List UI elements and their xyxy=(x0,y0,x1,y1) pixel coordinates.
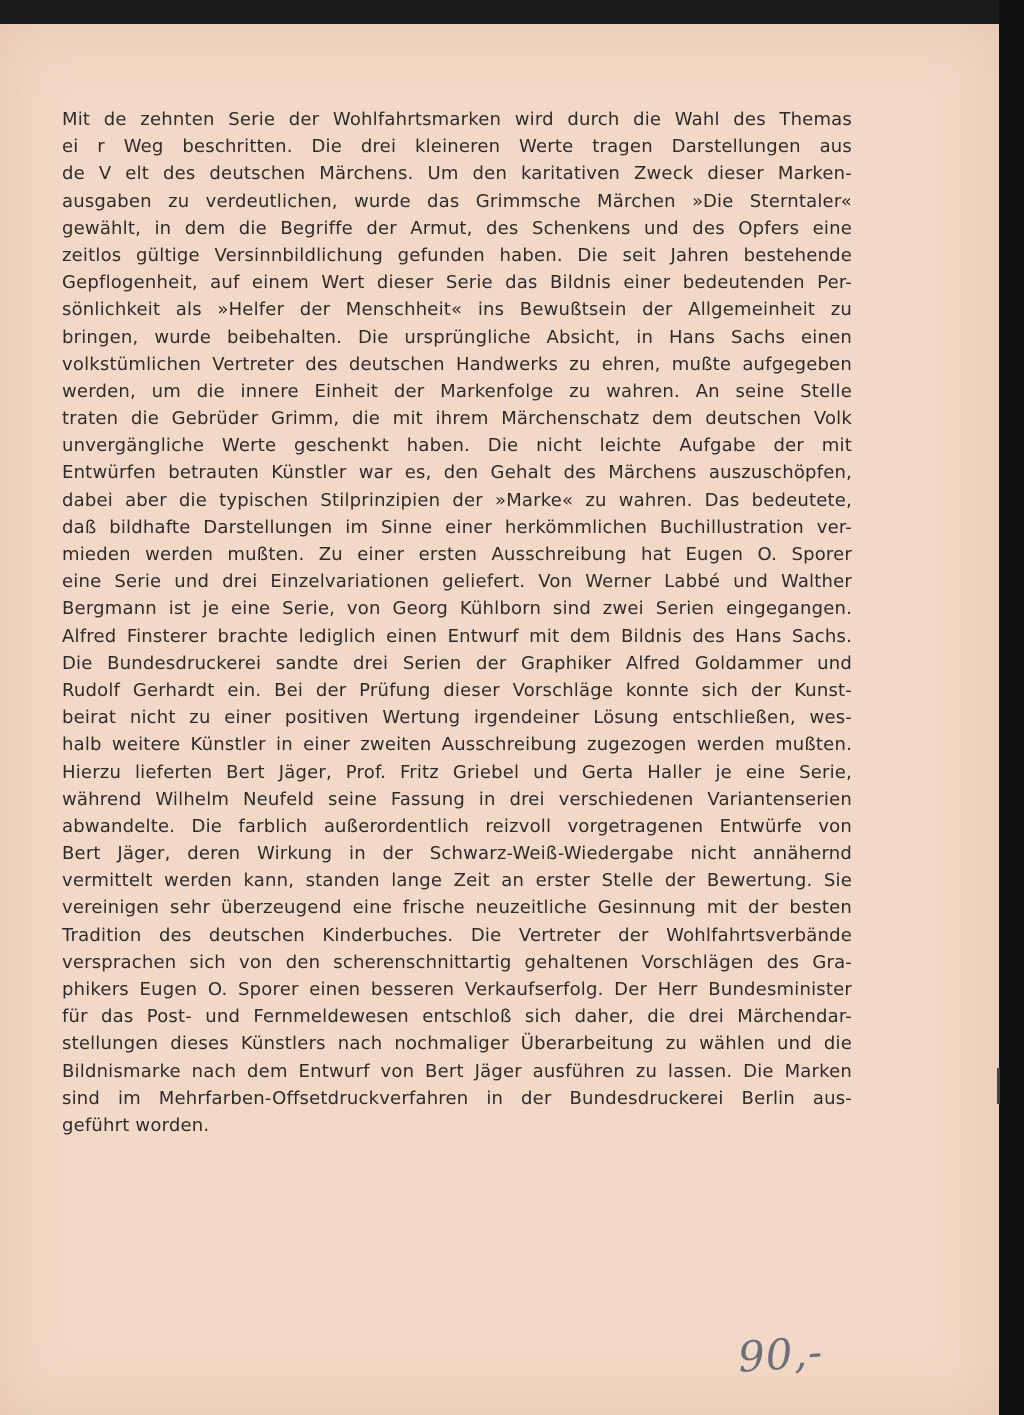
text-line: mieden werden mußten. Zu einer ersten Ausschreibung hat Eugen O. Sporer xyxy=(62,544,852,565)
text-line: dabei aber die typischen Stilprinzipien der »Marke« zu wahren. Das bedeutete, xyxy=(62,489,852,511)
text-line: während Wilhelm Neufeld seine Fassung in drei verschiedenen Variantenserien xyxy=(62,788,852,810)
text-line: vereinigen sehr überzeugend eine frische neuzeitliche Gesinnung mit der besten xyxy=(62,897,852,919)
text-line: Rudolf Gerhardt ein. Bei der Prüfung dieser Vorschläge konnte sich der Kunst- xyxy=(62,679,852,701)
text-line: volkstümlichen Vertreter des deutschen Handwerks zu ehren, mußte aufgegeben xyxy=(62,353,852,375)
text-line: Mit de zehnten Serie der Wohlfahrtsmarken wird durch die Wahl des Themas xyxy=(62,109,852,130)
text-line: Bergmann ist je eine Serie, von Georg Kühlborn sind zwei Serien eingegangen. xyxy=(62,598,852,620)
text-line: ei r Weg beschritten. Die drei kleineren Werte tragen Darstellungen aus xyxy=(62,136,852,158)
handwritten-price: 90,- xyxy=(736,1327,825,1382)
text-line: beirat nicht zu einer positiven Wertung irgendeiner Lösung entschließen, wes- xyxy=(62,707,852,729)
text-line: daß bildhafte Darstellungen im Sinne einer herkömmlichen Buchillustration ver- xyxy=(62,516,852,538)
text-line: geführt worden. xyxy=(62,1114,210,1136)
text-line: stellungen dieses Künstlers nach nochmaliger Überarbeitung zu wählen und die xyxy=(62,1033,852,1055)
text-line: Bert Jäger, deren Wirkung in der Schwarz-Weiß-Wiedergabe nicht annähernd xyxy=(62,843,852,865)
text-line: sind im Mehrfarben-Offsetdruckverfahren in der Bundesdruckerei Berlin aus- xyxy=(62,1087,852,1109)
text-line: zeitlos gültige Versinnbildlichung gefunden haben. Die seit Jahren bestehende xyxy=(62,244,852,266)
text-line: Bildnismarke nach dem Entwurf von Bert Jäger ausführen zu lassen. Die Marken xyxy=(62,1060,852,1082)
text-line: versprachen sich von den scherenschnittartig gehaltenen Vorschlägen des Gra- xyxy=(62,951,852,973)
text-line: Hierzu lieferten Bert Jäger, Prof. Fritz Griebel und Gerta Haller je eine Serie, xyxy=(62,761,852,783)
text-line: unvergängliche Werte geschenkt haben. Die nicht leichte Aufgabe der mit xyxy=(62,435,852,457)
body-text xyxy=(62,106,852,1139)
text-line: Die Bundesdruckerei sandte drei Serien der Graphiker Alfred Goldammer und xyxy=(62,652,852,674)
text-line: Gepflogenheit, auf einem Wert dieser Serie das Bildnis einer bedeutenden Per- xyxy=(62,272,852,294)
text-line: sönlichkeit als »Helfer der Menschheit« ins Bewußtsein der Allgemeinheit zu xyxy=(62,299,852,321)
text-line: de V elt des deutschen Märchens. Um den karitativen Zweck dieser Marken- xyxy=(62,163,852,185)
text-line: ausgaben zu verdeutlichen, wurde das Grimmsche Märchen »Die Sterntaler« xyxy=(62,190,852,212)
text-line: Alfred Finsterer brachte lediglich einen Entwurf mit dem Bildnis des Hans Sachs. xyxy=(62,625,852,647)
text-line: vermittelt werden kann, standen lange Zeit an erster Stelle der Bewertung. Sie xyxy=(62,870,852,892)
scan-border xyxy=(999,0,1024,1415)
text-line: halb weitere Künstler in einer zweiten Ausschreibung zugezogen werden mußten. xyxy=(62,734,852,756)
text-line: Entwürfen betrauten Künstler war es, den Gehalt des Märchens auszuschöpfen, xyxy=(62,462,852,484)
text-line: für das Post- und Fernmeldewesen entschloß sich daher, die drei Märchendar- xyxy=(62,1006,852,1028)
text-line: abwandelte. Die farblich außerordentlich reizvoll vorgetragenen Entwürfe von xyxy=(62,815,852,837)
text-line: gewählt, in dem die Begriffe der Armut, des Schenkens und des Opfers eine xyxy=(62,217,852,239)
text-line: eine Serie und drei Einzelvariationen geliefert. Von Werner Labbé und Walther xyxy=(62,571,852,593)
scan-mark xyxy=(997,1068,1000,1104)
text-line: traten die Gebrüder Grimm, die mit ihrem Märchenschatz dem deutschen Volk xyxy=(62,408,852,430)
text-line: werden, um die innere Einheit der Markenfolge zu wahren. An seine Stelle xyxy=(62,380,852,402)
text-line: phikers Eugen O. Sporer einen besseren Verkaufserfolg. Der Herr Bundesminister xyxy=(62,979,852,1000)
text-line: Tradition des deutschen Kinderbuches. Die Vertreter der Wohlfahrtsverbände xyxy=(62,924,852,946)
text-line: bringen, wurde beibehalten. Die ursprüngliche Absicht, in Hans Sachs einen xyxy=(62,326,852,348)
